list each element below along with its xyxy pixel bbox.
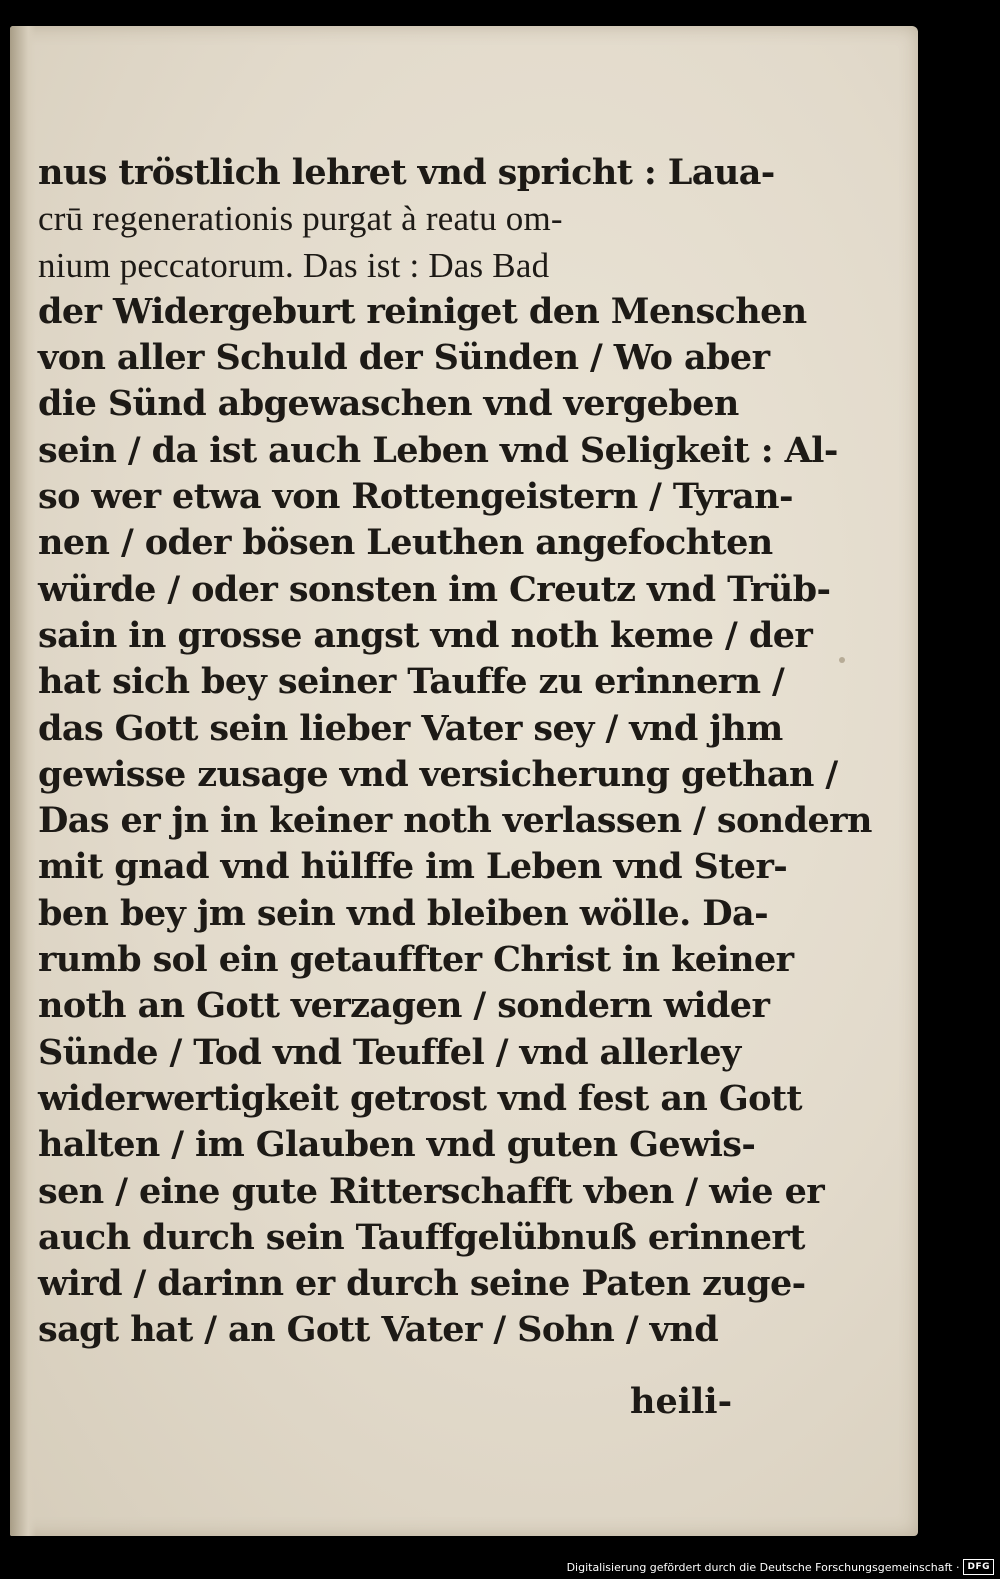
text-line: ben bey jm sein vnd bleiben wölle. Da-	[38, 892, 769, 934]
paper-speck	[839, 657, 845, 663]
text-line: auch durch sein Tauffgelübnuß erinnert	[38, 1216, 805, 1258]
credit-text: Digitalisierung gefördert durch die Deutsche Forschungsgemeinschaft ·	[566, 1560, 960, 1574]
text-line: die Sünd abgewaschen vnd vergeben	[38, 383, 739, 425]
text-line: sein / da ist auch Leben vnd Seligkeit : Al-	[38, 429, 838, 471]
text-line: mit gnad vnd hülffe im Leben vnd Ster-	[38, 846, 788, 888]
text-line: rumb sol ein getauffter Christ in keiner	[38, 939, 794, 981]
digitization-credit	[567, 1557, 994, 1577]
text-line: Das er jn in keiner noth verlassen / sondern	[38, 800, 872, 842]
text-line: nus tröstlich lehret vnd spricht : Laua-	[38, 152, 775, 193]
page-gutter-shadow	[10, 26, 36, 1536]
text-line: wird / darinn er durch seine Paten zuge-	[38, 1263, 806, 1305]
text-line: gewisse zusage vnd versicherung gethan /	[38, 753, 838, 795]
text-line: von aller Schuld der Sünden / Wo aber	[38, 337, 770, 379]
text-line: halten / im Glauben vnd guten Gewis-	[38, 1124, 756, 1166]
text-line: widerwertigkeit getrost vnd fest an Gott	[38, 1077, 802, 1119]
catchword: heili-	[630, 1381, 733, 1422]
text-line: Sünde / Tod vnd Teuffel / vnd allerley	[38, 1031, 741, 1073]
text-line: sen / eine gute Ritterschafft vben / wie er	[38, 1170, 825, 1212]
text-line: so wer etwa von Rottengeistern / Tyran-	[38, 476, 793, 518]
text-line: nen / oder bösen Leuthen angefochten	[38, 522, 773, 564]
text-line: crū regenerationis purgat à reatu om-	[38, 199, 563, 239]
text-line: hat sich bey seiner Tauffe zu erinnern /	[38, 661, 785, 703]
text-line: würde / oder sonsten im Creutz vnd Trüb-	[38, 568, 831, 610]
page-text-block	[38, 150, 872, 1354]
text-line: noth an Gott verzagen / sondern wider	[38, 985, 770, 1027]
book-page	[10, 26, 918, 1536]
text-line: der Widergeburt reiniget den Menschen	[38, 290, 807, 332]
text-line: sain in grosse angst vnd noth keme / der	[38, 614, 813, 656]
dfg-logo: DFG	[963, 1559, 994, 1575]
text-line: sagt hat / an Gott Vater / Sohn / vnd	[38, 1309, 719, 1351]
text-line: das Gott sein lieber Vater sey / vnd jhm	[38, 707, 783, 749]
text-line: nium peccatorum. Das ist : Das Bad	[38, 245, 550, 285]
